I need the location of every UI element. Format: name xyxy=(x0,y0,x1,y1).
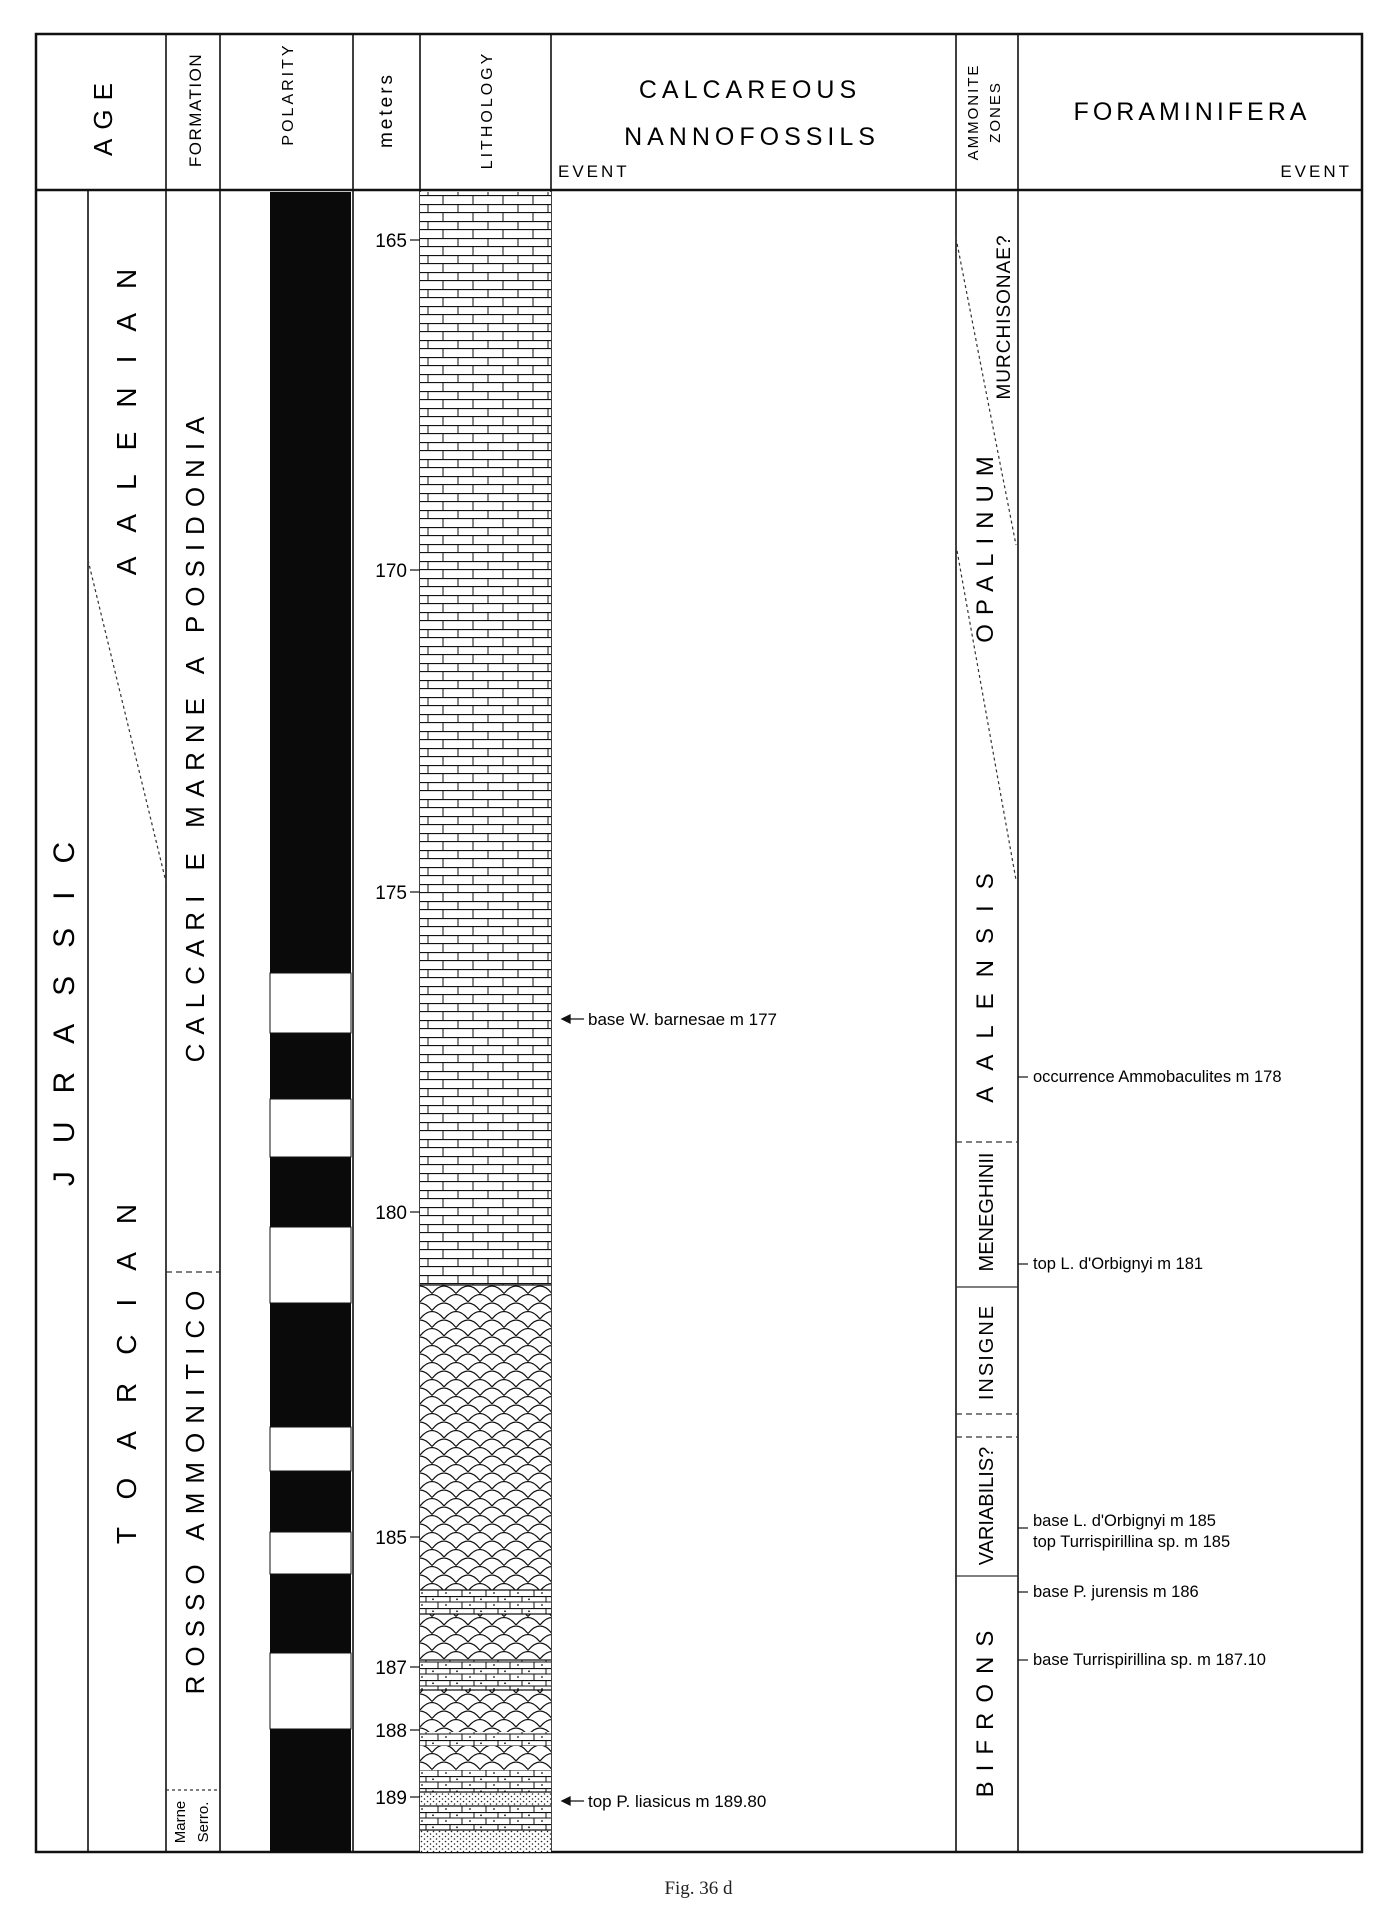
depth-label: 170 xyxy=(375,561,407,582)
lithology-nodular xyxy=(420,1690,551,1732)
foraminifera-event-ticks xyxy=(1018,1077,1028,1660)
polarity-bars xyxy=(270,192,351,1852)
polarity-normal xyxy=(270,1574,351,1653)
stage-toarcian: TOARCIAN xyxy=(111,1175,142,1545)
formation-calcari-posidonia: CALCARI E MARNE A POSIDONIA xyxy=(180,407,210,1063)
lithology-nodular xyxy=(420,1746,551,1770)
header-nannofossils-event: EVENT xyxy=(558,162,630,181)
polarity-normal xyxy=(270,1729,351,1852)
ammonite-zone-meneghinii: MENEGHINII xyxy=(976,1152,998,1272)
header-age: AGE xyxy=(88,74,118,156)
header-meters: meters xyxy=(376,71,397,149)
header-nannofossils-line1: CALCAREOUS xyxy=(638,76,862,104)
ammonite-zone-aalensis: AALENSIS xyxy=(972,857,999,1103)
lithology-nodular xyxy=(420,1614,551,1660)
lithology-marly-band xyxy=(420,1590,551,1614)
lithology-sandy xyxy=(420,1830,551,1852)
figure-caption: Fig. 36 d xyxy=(664,1878,733,1899)
polarity-normal xyxy=(270,1157,351,1227)
depth-ticks xyxy=(410,240,420,1797)
foraminifera-event-label: top Turrispirillina sp. m 185 xyxy=(1033,1533,1231,1551)
column-dividers xyxy=(88,34,1018,1852)
nannofossil-event-label: top P. liasicus m 189.80 xyxy=(588,1792,767,1811)
ammonite-zone-opalinum: OPALINUM xyxy=(972,447,999,643)
foraminifera-event-label: base P. jurensis m 186 xyxy=(1033,1583,1199,1601)
depth-label: 165 xyxy=(375,231,407,252)
header-lithology: LITHOLOGY xyxy=(479,50,496,170)
polarity-normal xyxy=(270,1033,351,1099)
header-formation: FORMATION xyxy=(186,52,205,168)
foraminifera-event-label: top L. d'Orbignyi m 181 xyxy=(1033,1255,1204,1273)
lithology-marly-band xyxy=(420,1732,551,1746)
polarity-normal xyxy=(270,1471,351,1532)
depth-label: 175 xyxy=(375,883,407,904)
formation-marne-line1: Marne xyxy=(172,1800,189,1844)
depth-label: 187 xyxy=(375,1658,407,1679)
polarity-normal xyxy=(270,192,351,973)
header-ammonite-line1: AMMONITE xyxy=(965,63,982,161)
stage-aalenian: AALENIAN xyxy=(111,244,142,576)
depth-label: 189 xyxy=(375,1788,407,1809)
header-nannofossils-line2: NANNOFOSSILS xyxy=(624,123,880,151)
header-foraminifera-event: EVENT xyxy=(1280,162,1352,181)
ammonite-zone-murchisonae: MURCHISONAE? xyxy=(994,234,1015,400)
ammonite-zone-variabilis: VARIABILIS? xyxy=(976,1446,998,1566)
foraminifera-event-label: base Turrispirillina sp. m 187.10 xyxy=(1033,1651,1266,1669)
depth-label: 180 xyxy=(375,1203,407,1224)
ammonite-zone-bifrons: BIFRONS xyxy=(972,1620,999,1798)
figure-frame xyxy=(36,34,1362,1852)
lithology-marly-band xyxy=(420,1770,551,1792)
depth-label: 185 xyxy=(375,1528,407,1549)
period-jurassic: JURASSIC xyxy=(48,813,81,1187)
polarity-normal xyxy=(270,1303,351,1427)
lithology-nodular xyxy=(420,1285,551,1590)
header-ammonite-line2: ZONES xyxy=(987,81,1004,143)
header-polarity: POLARITY xyxy=(280,42,297,146)
stage-boundary-diachronous xyxy=(88,560,166,882)
ammonite-zone-insigne: INSIGNE xyxy=(976,1303,998,1401)
foraminifera-event-label: base L. d'Orbignyi m 185 xyxy=(1033,1512,1216,1530)
depth-label: 188 xyxy=(375,1721,407,1742)
foraminifera-event-label: occurrence Ammobaculites m 178 xyxy=(1033,1068,1282,1086)
header-foraminifera: FORAMINIFERA xyxy=(1073,98,1311,126)
formation-marne-line2: Serro. xyxy=(195,1801,212,1843)
lithology-marly-band xyxy=(420,1806,551,1830)
nannofossil-event-label: base W. barnesae m 177 xyxy=(588,1010,778,1029)
nannofossil-event-arrow xyxy=(562,1015,584,1805)
lithology-limestone xyxy=(420,192,551,1285)
lithology-column xyxy=(420,192,551,1852)
lithology-sandy xyxy=(420,1792,551,1806)
formation-rosso-ammonitico: ROSSO AMMONITICO xyxy=(180,1281,210,1695)
lithology-marly-band xyxy=(420,1660,551,1690)
